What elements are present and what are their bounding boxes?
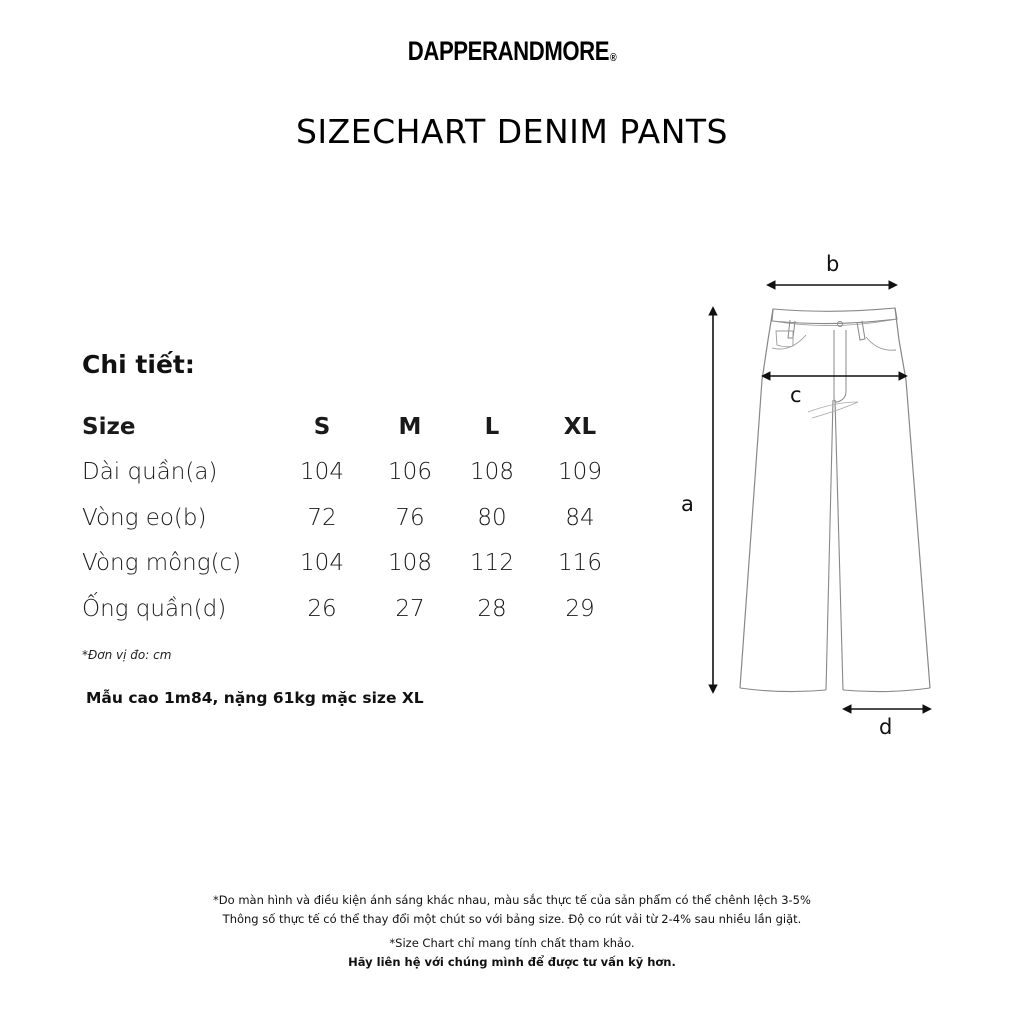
disclaimer-color-line: *Do màn hình và điều kiện ánh sáng khác nhau, màu sắc thực tế của sản phẩm có thể chênh lệch 3-5% [213, 893, 811, 907]
table-cell: 104 [300, 459, 344, 486]
table-cell: 112 [470, 550, 514, 577]
size-table [82, 404, 632, 632]
disclaimer-size-line: Thông số thực tế có thể thay đổi một chút so với bảng size. Độ co rút vải từ 2-4% sau nhiều lần giặt. [222, 912, 802, 926]
brand-logo [92, 36, 932, 67]
row-label: Vòng eo(b) [82, 504, 207, 531]
brand-name: DAPPERANDMORE [407, 36, 610, 66]
column-header: M [398, 413, 422, 440]
unit-note: *Đơn vị đo: cm [82, 648, 172, 662]
label-a: a [681, 492, 694, 516]
model-note: Mẫu cao 1m84, nặng 61kg mặc size XL [86, 689, 424, 707]
table-cell: 28 [477, 595, 507, 622]
table-cell: 84 [565, 504, 595, 531]
label-d: d [879, 715, 893, 739]
table-cell: 29 [565, 595, 595, 622]
label-b: b [826, 252, 840, 276]
table-row [82, 541, 632, 587]
table-cell: 27 [395, 595, 425, 622]
table-cell: 104 [300, 550, 344, 577]
row-label: Vòng mông(c) [82, 550, 242, 577]
details-heading: Chi tiết: [82, 350, 195, 379]
table-cell: 116 [558, 550, 602, 577]
reference-note: *Size Chart chỉ mang tính chất tham khảo. [389, 936, 635, 950]
column-header: L [484, 413, 500, 440]
disclaimer-block [0, 891, 1024, 929]
table-row [82, 450, 632, 496]
registered-mark-icon: ® [609, 52, 617, 64]
table-cell: 76 [395, 504, 425, 531]
table-cell: 80 [477, 504, 507, 531]
row-label: Ống quần(d) [82, 595, 227, 622]
contact-note: Hãy liên hệ với chúng mình để được tư vấn kỹ hơn. [348, 955, 676, 969]
column-header: XL [563, 413, 597, 440]
table-row [82, 495, 632, 541]
label-c: c [790, 383, 802, 407]
table-cell: 108 [470, 459, 514, 486]
table-cell: 109 [558, 459, 602, 486]
row-label: Dài quần(a) [82, 459, 218, 486]
table-row [82, 586, 632, 632]
column-header: Size [82, 413, 136, 440]
table-cell: 108 [388, 550, 432, 577]
column-header: S [313, 413, 331, 440]
table-header-row [82, 404, 632, 450]
pants-diagram [670, 250, 960, 750]
reference-block [0, 934, 1024, 972]
table-cell: 26 [307, 595, 337, 622]
table-cell: 72 [307, 504, 337, 531]
denim-pants-outline-icon [670, 250, 960, 750]
table-cell: 106 [388, 459, 432, 486]
page-title: SIZECHART DENIM PANTS [295, 112, 729, 151]
